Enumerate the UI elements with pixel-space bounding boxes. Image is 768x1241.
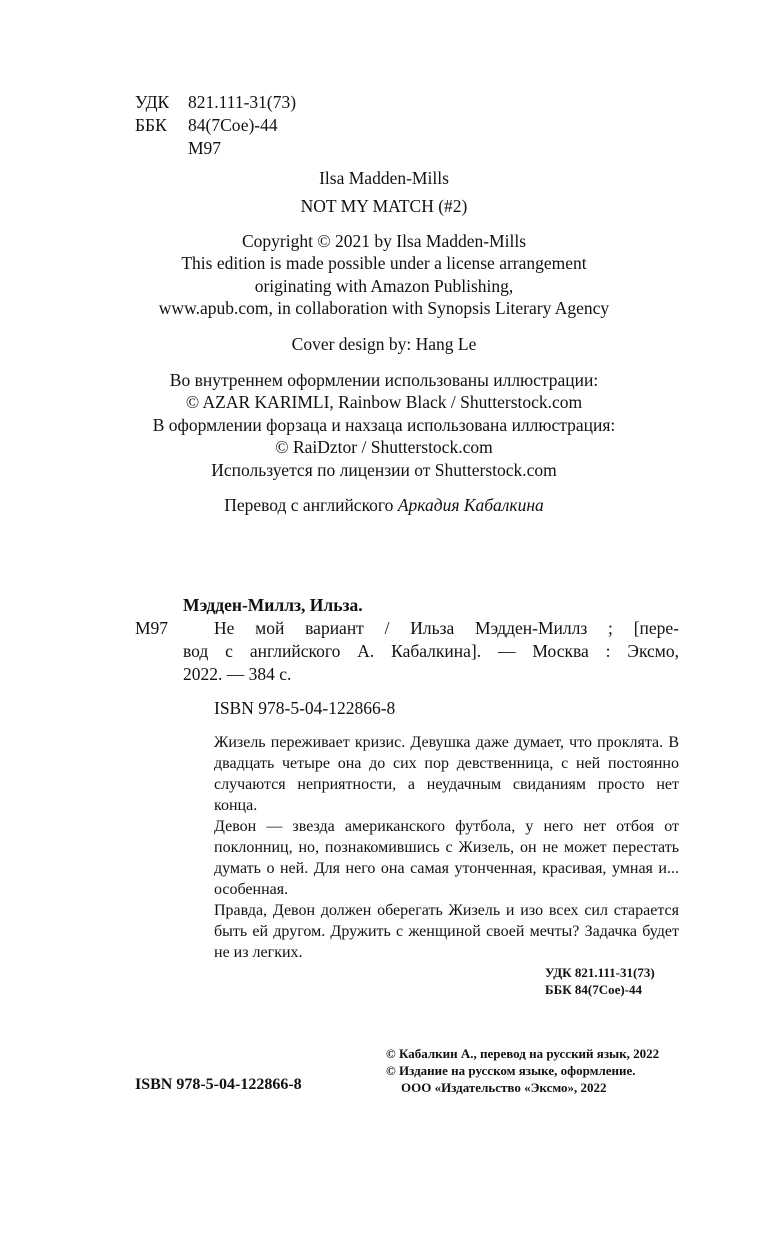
udk-value: 821.111-31(73) [188, 92, 297, 112]
copyright-line: www.apub.com, in collaboration with Synopsis Literary Agency [158, 298, 610, 318]
rights-line: © Кабалкин А., перевод на русский язык, 2022 [386, 1046, 660, 1061]
original-author: Ilsa Madden-Mills [319, 168, 449, 188]
catalog-entry-line: вод с английского А. Кабалкина]. — Москва : Эксмо, [183, 641, 679, 661]
copyright-line: originating with Amazon Publishing, [254, 276, 514, 296]
bbk-value: 84(7Сое)-44 [188, 115, 278, 135]
copyright-line: This edition is made possible under a license arrangement [181, 253, 587, 273]
illustration-line: В оформлении форзаца и нахзаца использована иллюстрация: [152, 415, 616, 435]
catalog-mark: М97 [135, 618, 169, 638]
cover-design: Cover design by: Hang Le [291, 334, 477, 354]
annotation-udk: УДК 821.111-31(73) [545, 965, 655, 980]
annotation-paragraph: Девон — звезда американского футбола, у него нет отбоя от поклонниц, но, познакомившись с Жизель, он не может перестать думать о ней. Для него она самая утонченная, красивая, умная и... особенная. [214, 818, 679, 898]
translation-credit [0, 494, 768, 516]
illustration-line: © RaiDztor / Shutterstock.com [275, 437, 493, 457]
copyright-line: Copyright © 2021 by Ilsa Madden-Mills [241, 231, 527, 251]
bbk-label: ББК [135, 115, 167, 135]
catalog-entry-line: 2022. — 384 с. [183, 664, 292, 684]
rights-line: ООО «Издательство «Эксмо», 2022 [401, 1080, 607, 1095]
annotation-paragraph: Правда, Девон должен оберегать Жизель и изо всех сил старается быть ей другом. Дружить с женщиной своей мечты? Задачка будет не из легких. [214, 902, 679, 961]
annotation-paragraph: Жизель переживает кризис. Девушка даже думает, что проклята. В двадцать четыре она до сих пор девственница, с ней постоянно случаются неприятности, а неудачным свиданиям просто нет конца. [214, 734, 679, 814]
catalog-isbn: ISBN 978-5-04-122866-8 [214, 698, 396, 718]
catalog-entry-line: Не мой вариант / Ильза Мэдден-Миллз ; [пере- [214, 618, 679, 638]
illustration-line: © AZAR KARIMLI, Rainbow Black / Shutterstock.com [185, 392, 583, 412]
author-mark: М97 [188, 138, 222, 158]
footer-isbn: ISBN 978-5-04-122866-8 [135, 1076, 302, 1093]
rights-line: © Издание на русском языке, оформление. [386, 1063, 636, 1078]
annotation-bbk: ББК 84(7Сое)-44 [545, 982, 643, 997]
illustration-line: Используется по лицензии от Shutterstock.com [211, 460, 557, 480]
original-title: NOT MY MATCH (#2) [300, 196, 468, 216]
illustration-line: Во внутреннем оформлении использованы иллюстрации: [169, 370, 599, 390]
catalog-author-heading: Мэдден-Миллз, Ильза. [183, 595, 363, 615]
translation-prefix: Перевод с английского [224, 495, 398, 515]
translator-name: Аркадия Кабалкина [397, 495, 544, 515]
udk-label: УДК [135, 92, 170, 112]
